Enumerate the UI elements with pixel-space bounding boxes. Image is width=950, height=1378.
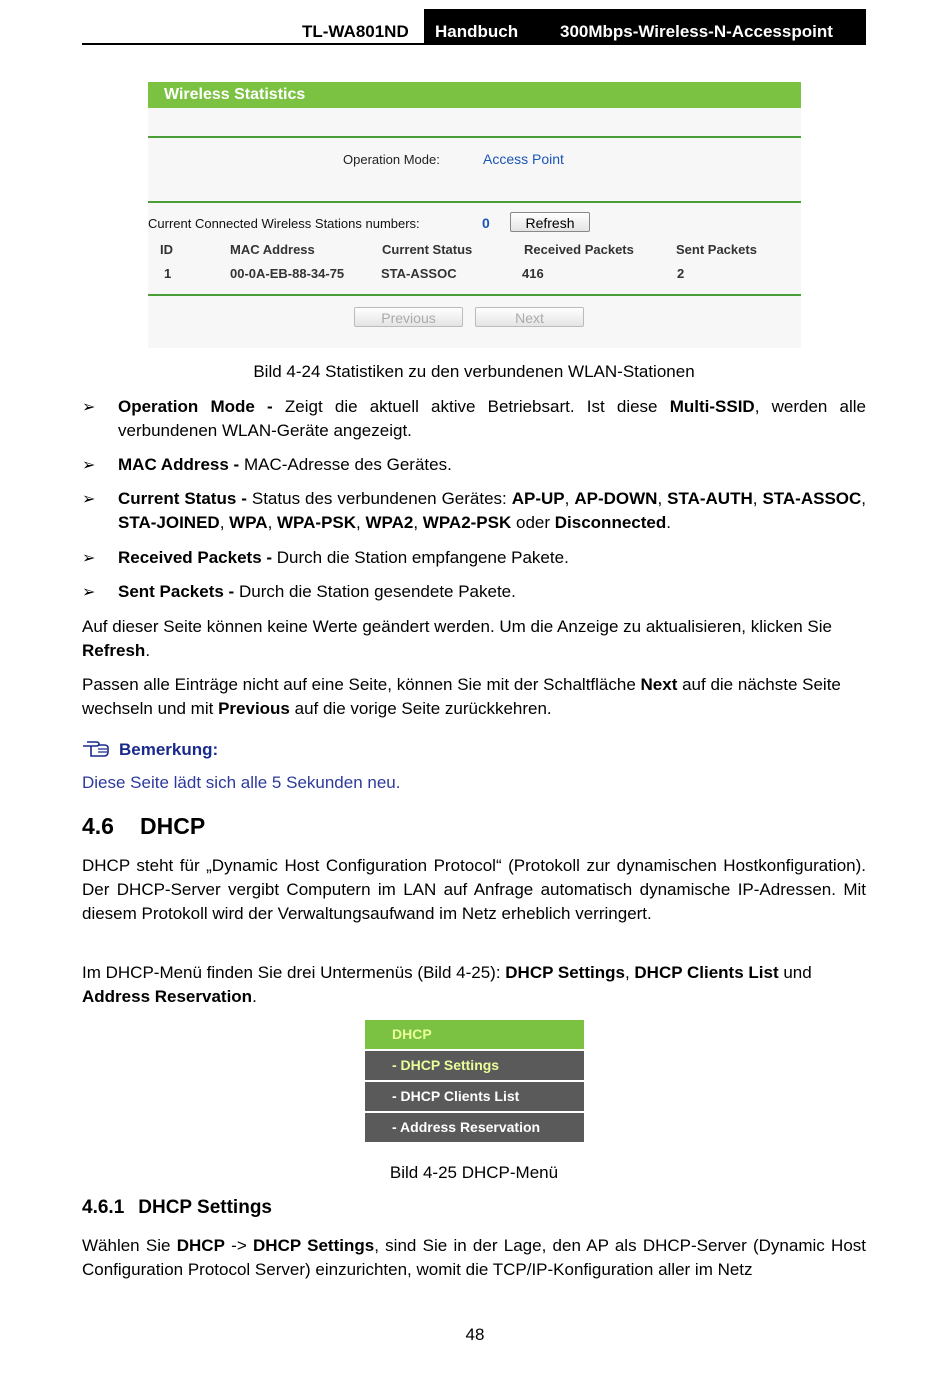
bullet-arrow-icon: ➢ (82, 491, 96, 508)
col-id: ID (160, 242, 173, 257)
bullet-arrow-icon: ➢ (82, 584, 96, 601)
ws-divider (148, 294, 801, 296)
bullet-received-packets: Received Packets - Durch die Station empfangene Pakete. (118, 548, 569, 567)
operation-mode-label: Operation Mode: (343, 152, 440, 167)
row-sent: 2 (677, 266, 685, 281)
paragraph-dhcp-settings: Wählen Sie DHCP -> DHCP Settings, sind Sie in der Lage, den AP als DHCP-Server (Dynamic Host Configuration Protocol Server) einzurichten, womit die TCP/IP-Konfiguration aller im Netz (82, 1236, 866, 1279)
header-manual: Handbuch (435, 22, 519, 41)
col-sent-packets: Sent Packets (676, 242, 757, 257)
paragraph-refresh: Auf dieser Seite können keine Werte geändert werden. Um die Anzeige zu aktualisieren, klicken Sie Refresh. (82, 617, 833, 660)
section-heading-4-6: 4.6 DHCP (82, 813, 206, 839)
wireless-statistics-title: Wireless Statistics (148, 82, 801, 108)
stations-count: 0 (482, 215, 490, 231)
paragraph-next-previous: Passen alle Einträge nicht auf eine Seite, können Sie mit der Schaltfläche Next auf die nächste Seite wechseln und mit Previous auf die vorige Seite zurückkehren. (82, 675, 841, 718)
figure-caption-4-25: Bild 4-25 DHCP-Menü (389, 1163, 559, 1182)
row-mac: 00-0A-EB-88-34-75 (230, 266, 345, 281)
header-model: TL-WA801ND (302, 22, 409, 41)
menu-dhcp-head[interactable]: DHCP (365, 1020, 584, 1049)
ws-divider (148, 136, 801, 138)
paragraph-dhcp-intro: DHCP steht für „Dynamic Host Configuration Protocol“ (Protokoll zur dynamischen Hostkonfiguration). Der DHCP-Server vergibt Computern im LAN auf Anfrage automatisch dynamische IP-Adressen. Mit diesem Protokoll wird der Verwaltungsaufwand im Netz erheblich verringert. (82, 856, 866, 923)
bullet-operation-mode: Operation Mode - Zeigt die aktuell aktive Betriebsart. Ist diese Multi-SSID, werden alle verbundenen WLAN-Geräte angezeigt. (118, 397, 867, 440)
bullet-arrow-icon: ➢ (82, 457, 96, 474)
pointing-hand-icon (82, 738, 110, 758)
section-heading-4-6-1: 4.6.1 DHCP Settings (82, 1197, 272, 1218)
previous-button[interactable]: Previous (354, 307, 463, 327)
page-number: 48 (465, 1325, 485, 1344)
bullet-sent-packets: Sent Packets - Durch die Station gesendete Pakete. (118, 582, 516, 601)
row-id: 1 (164, 266, 172, 281)
ws-divider (148, 201, 801, 203)
figure-caption-4-24: Bild 4-24 Statistiken zu den verbundenen WLAN-Stationen (253, 362, 695, 381)
header-product: 300Mbps-Wireless-N-Accesspoint (560, 22, 833, 41)
bullet-arrow-icon: ➢ (82, 399, 96, 416)
col-received-packets: Received Packets (524, 242, 634, 257)
menu-address-reservation[interactable]: - Address Reservation (365, 1113, 584, 1142)
col-mac-address: MAC Address (230, 242, 315, 257)
bullet-arrow-icon: ➢ (82, 550, 96, 567)
stations-label: Current Connected Wireless Stations numbers: (148, 216, 420, 231)
bullet-mac-address: MAC Address - MAC-Adresse des Gerätes. (118, 455, 452, 474)
refresh-button[interactable]: Refresh (510, 212, 590, 232)
note-label: Bemerkung: (119, 740, 219, 759)
bullet-current-status: Current Status - Status des verbundenen Gerätes: AP-UP, AP-DOWN, STA-AUTH, STA-ASSOC, STA-JOINED, WPA, WPA-PSK, WPA2, WPA2-PSK oder Disconnected. (118, 489, 867, 532)
paragraph-dhcp-submenus: Im DHCP-Menü finden Sie drei Untermenüs (Bild 4-25): DHCP Settings, DHCP Clients List und Address Reservation. (82, 963, 812, 1006)
next-button[interactable]: Next (475, 307, 584, 327)
wireless-statistics-screenshot (148, 82, 801, 348)
operation-mode-value: Access Point (483, 151, 564, 167)
dhcp-menu-screenshot (365, 1020, 584, 1147)
row-received: 416 (522, 266, 544, 281)
menu-dhcp-clients-list[interactable]: - DHCP Clients List (365, 1082, 584, 1111)
col-current-status: Current Status (382, 242, 473, 257)
note-text: Diese Seite lädt sich alle 5 Sekunden neu. (82, 773, 401, 792)
row-status: STA-ASSOC (381, 266, 457, 281)
menu-dhcp-settings[interactable]: - DHCP Settings (365, 1051, 584, 1080)
